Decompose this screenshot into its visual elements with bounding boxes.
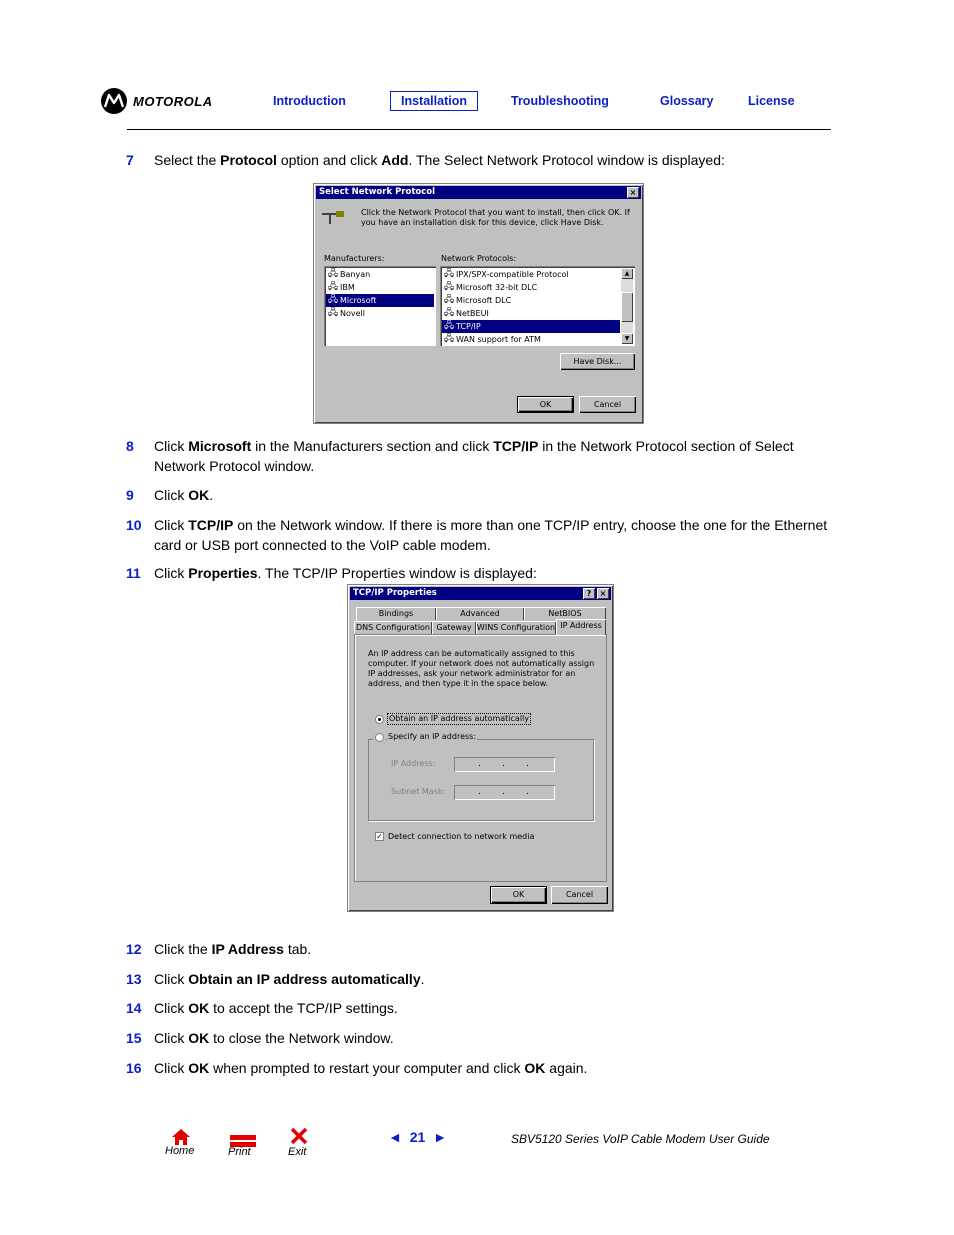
nav-troubleshooting[interactable]: Troubleshooting bbox=[511, 94, 609, 108]
page-navigator bbox=[388, 1129, 447, 1145]
step-text: Click OK. bbox=[154, 487, 214, 503]
step-text: Select the Protocol option and click Add. The Select Network Protocol window is displayed: bbox=[154, 152, 725, 168]
network-component-icon: 🖧 bbox=[444, 295, 455, 305]
have-disk-button[interactable]: Have Disk... bbox=[560, 353, 635, 370]
dialog-title: Select Network Protocol bbox=[319, 187, 436, 197]
ip-address-label: IP Address: bbox=[391, 759, 436, 768]
tcpip-properties-dialog bbox=[347, 584, 614, 912]
list-item-selected[interactable]: 🖧 TCP/IP bbox=[442, 320, 620, 333]
page-number: 21 bbox=[409, 1129, 426, 1145]
scroll-down-icon[interactable]: ▼ bbox=[621, 333, 633, 344]
close-icon[interactable]: × bbox=[597, 588, 609, 599]
nav-introduction[interactable]: Introduction bbox=[273, 94, 346, 108]
help-icon[interactable]: ? bbox=[583, 588, 595, 599]
step-text: Click the IP Address tab. bbox=[154, 941, 312, 957]
subnet-mask-label: Subnet Mask: bbox=[391, 787, 446, 796]
network-component-icon: 🖧 bbox=[328, 269, 339, 279]
network-component-icon: 🖧 bbox=[444, 282, 455, 292]
tab-ip-address[interactable]: IP Address bbox=[556, 619, 606, 635]
step-number: 8 bbox=[126, 438, 134, 454]
network-cable-icon bbox=[320, 208, 346, 228]
list-item[interactable]: 🖧 IPX/SPX-compatible Protocol bbox=[444, 269, 569, 279]
network-component-icon: 🖧 bbox=[444, 321, 455, 331]
step-number: 16 bbox=[126, 1060, 142, 1076]
close-icon[interactable]: × bbox=[627, 187, 639, 198]
tab-netbios[interactable]: NetBIOS bbox=[524, 607, 606, 620]
step-text: Click Microsoft in the Manufacturers section and click TCP/IP in the Network Protocol section of Select Network Protocol window. bbox=[154, 438, 794, 474]
step-number: 13 bbox=[126, 971, 142, 987]
subnet-mask-field[interactable]: . . . bbox=[454, 785, 555, 800]
home-icon[interactable] bbox=[171, 1128, 191, 1146]
brand-name: MOTOROLA bbox=[133, 93, 213, 109]
step-number: 10 bbox=[126, 517, 142, 533]
detect-media-checkbox[interactable]: ✓ bbox=[376, 832, 383, 841]
previous-page-icon[interactable]: ◄ bbox=[388, 1129, 402, 1145]
tab-gateway[interactable]: Gateway bbox=[432, 621, 476, 634]
network-component-icon: 🖧 bbox=[444, 308, 455, 318]
list-item[interactable]: 🖧 Novell bbox=[328, 308, 365, 318]
ok-button[interactable]: OK bbox=[490, 886, 547, 904]
home-label[interactable]: Home bbox=[165, 1145, 195, 1157]
ip-description: An IP address can be automatically assigned to this computer. If your network does not automatically assign IP addresses, ask your network administrator for an address, and then type it in the space below. bbox=[368, 649, 595, 688]
step-number: 11 bbox=[126, 565, 141, 581]
list-item[interactable]: 🖧 NetBEUI bbox=[444, 308, 489, 318]
manufacturers-label: Manufacturers: bbox=[324, 254, 385, 263]
guide-title: SBV5120 Series VoIP Cable Modem User Guide bbox=[511, 1132, 770, 1146]
protocols-scrollbar[interactable] bbox=[621, 268, 633, 344]
obtain-auto-label[interactable]: Obtain an IP address automatically bbox=[389, 714, 530, 723]
list-item[interactable]: 🖧 IBM bbox=[328, 282, 355, 292]
print-label[interactable]: Print bbox=[228, 1146, 251, 1158]
network-protocols-label: Network Protocols: bbox=[441, 254, 517, 263]
scroll-up-icon[interactable]: ▲ bbox=[621, 268, 633, 279]
network-component-icon: 🖧 bbox=[328, 295, 339, 305]
nav-license[interactable]: License bbox=[748, 94, 795, 108]
tab-dns-configuration[interactable]: DNS Configuration bbox=[355, 623, 431, 632]
list-item[interactable]: 🖧 Banyan bbox=[328, 269, 371, 279]
specify-ip-groupbox bbox=[368, 739, 594, 821]
specify-ip-label[interactable]: Specify an IP address: bbox=[388, 732, 477, 741]
cancel-button[interactable]: Cancel bbox=[579, 396, 636, 413]
network-component-icon: 🖧 bbox=[444, 334, 455, 344]
step-number: 12 bbox=[126, 941, 142, 957]
specify-ip-radio[interactable] bbox=[375, 733, 384, 742]
step-number: 9 bbox=[126, 487, 134, 503]
network-component-icon: 🖧 bbox=[328, 282, 339, 292]
tab-bindings[interactable]: Bindings bbox=[356, 607, 436, 620]
step-number: 14 bbox=[126, 1000, 142, 1016]
step-number: 15 bbox=[126, 1030, 142, 1046]
ok-button[interactable]: OK bbox=[517, 396, 574, 413]
step-text: Click TCP/IP on the Network window. If there is more than one TCP/IP entry, choose the one for the Ethernet card or USB port connected to the VoIP cable modem. bbox=[154, 517, 828, 553]
header-divider bbox=[127, 129, 831, 130]
dialog-instruction: Click the Network Protocol that you want to install, then click OK. If you have an installation disk for this device, click Have Disk. bbox=[361, 208, 630, 227]
obtain-auto-radio[interactable] bbox=[375, 715, 384, 724]
dialog-title-bar bbox=[350, 587, 611, 600]
dialog-title: TCP/IP Properties bbox=[353, 588, 437, 598]
cancel-button[interactable]: Cancel bbox=[551, 886, 608, 904]
scroll-thumb[interactable] bbox=[621, 292, 633, 322]
step-text: Click OK when prompted to restart your computer and click OK again. bbox=[154, 1060, 588, 1076]
select-network-protocol-dialog bbox=[313, 183, 644, 424]
exit-icon[interactable] bbox=[290, 1127, 308, 1145]
network-protocols-list[interactable] bbox=[440, 266, 635, 346]
step-text: Click OK to close the Network window. bbox=[154, 1030, 394, 1046]
list-item-selected[interactable]: 🖧 Microsoft bbox=[326, 294, 434, 307]
step-text: Click OK to accept the TCP/IP settings. bbox=[154, 1000, 398, 1016]
step-number: 7 bbox=[126, 152, 134, 168]
motorola-logo bbox=[101, 88, 213, 114]
list-item[interactable]: 🖧 Microsoft DLC bbox=[444, 295, 512, 305]
tab-wins-configuration[interactable]: WINS Configuration bbox=[476, 623, 556, 632]
network-component-icon: 🖧 bbox=[444, 269, 455, 279]
nav-glossary[interactable]: Glossary bbox=[660, 94, 714, 108]
network-component-icon: 🖧 bbox=[328, 308, 339, 318]
step-text: Click Properties. The TCP/IP Properties window is displayed: bbox=[154, 565, 537, 581]
step-text: Click Obtain an IP address automatically. bbox=[154, 971, 425, 987]
ip-address-panel bbox=[354, 634, 607, 882]
exit-label[interactable]: Exit bbox=[288, 1146, 307, 1158]
ip-address-field[interactable]: . . . bbox=[454, 757, 555, 772]
detect-media-label[interactable]: Detect connection to network media bbox=[388, 832, 535, 841]
next-page-icon[interactable]: ► bbox=[433, 1129, 448, 1145]
manufacturers-list[interactable] bbox=[324, 266, 436, 346]
motorola-batwing-icon bbox=[101, 88, 127, 114]
dialog-title-bar bbox=[316, 186, 641, 199]
tab-advanced[interactable]: Advanced bbox=[436, 607, 524, 620]
list-item[interactable]: 🖧 WAN support for ATM bbox=[444, 334, 541, 344]
list-item[interactable]: 🖧 Microsoft 32-bit DLC bbox=[444, 282, 538, 292]
nav-installation[interactable]: Installation bbox=[390, 91, 478, 111]
